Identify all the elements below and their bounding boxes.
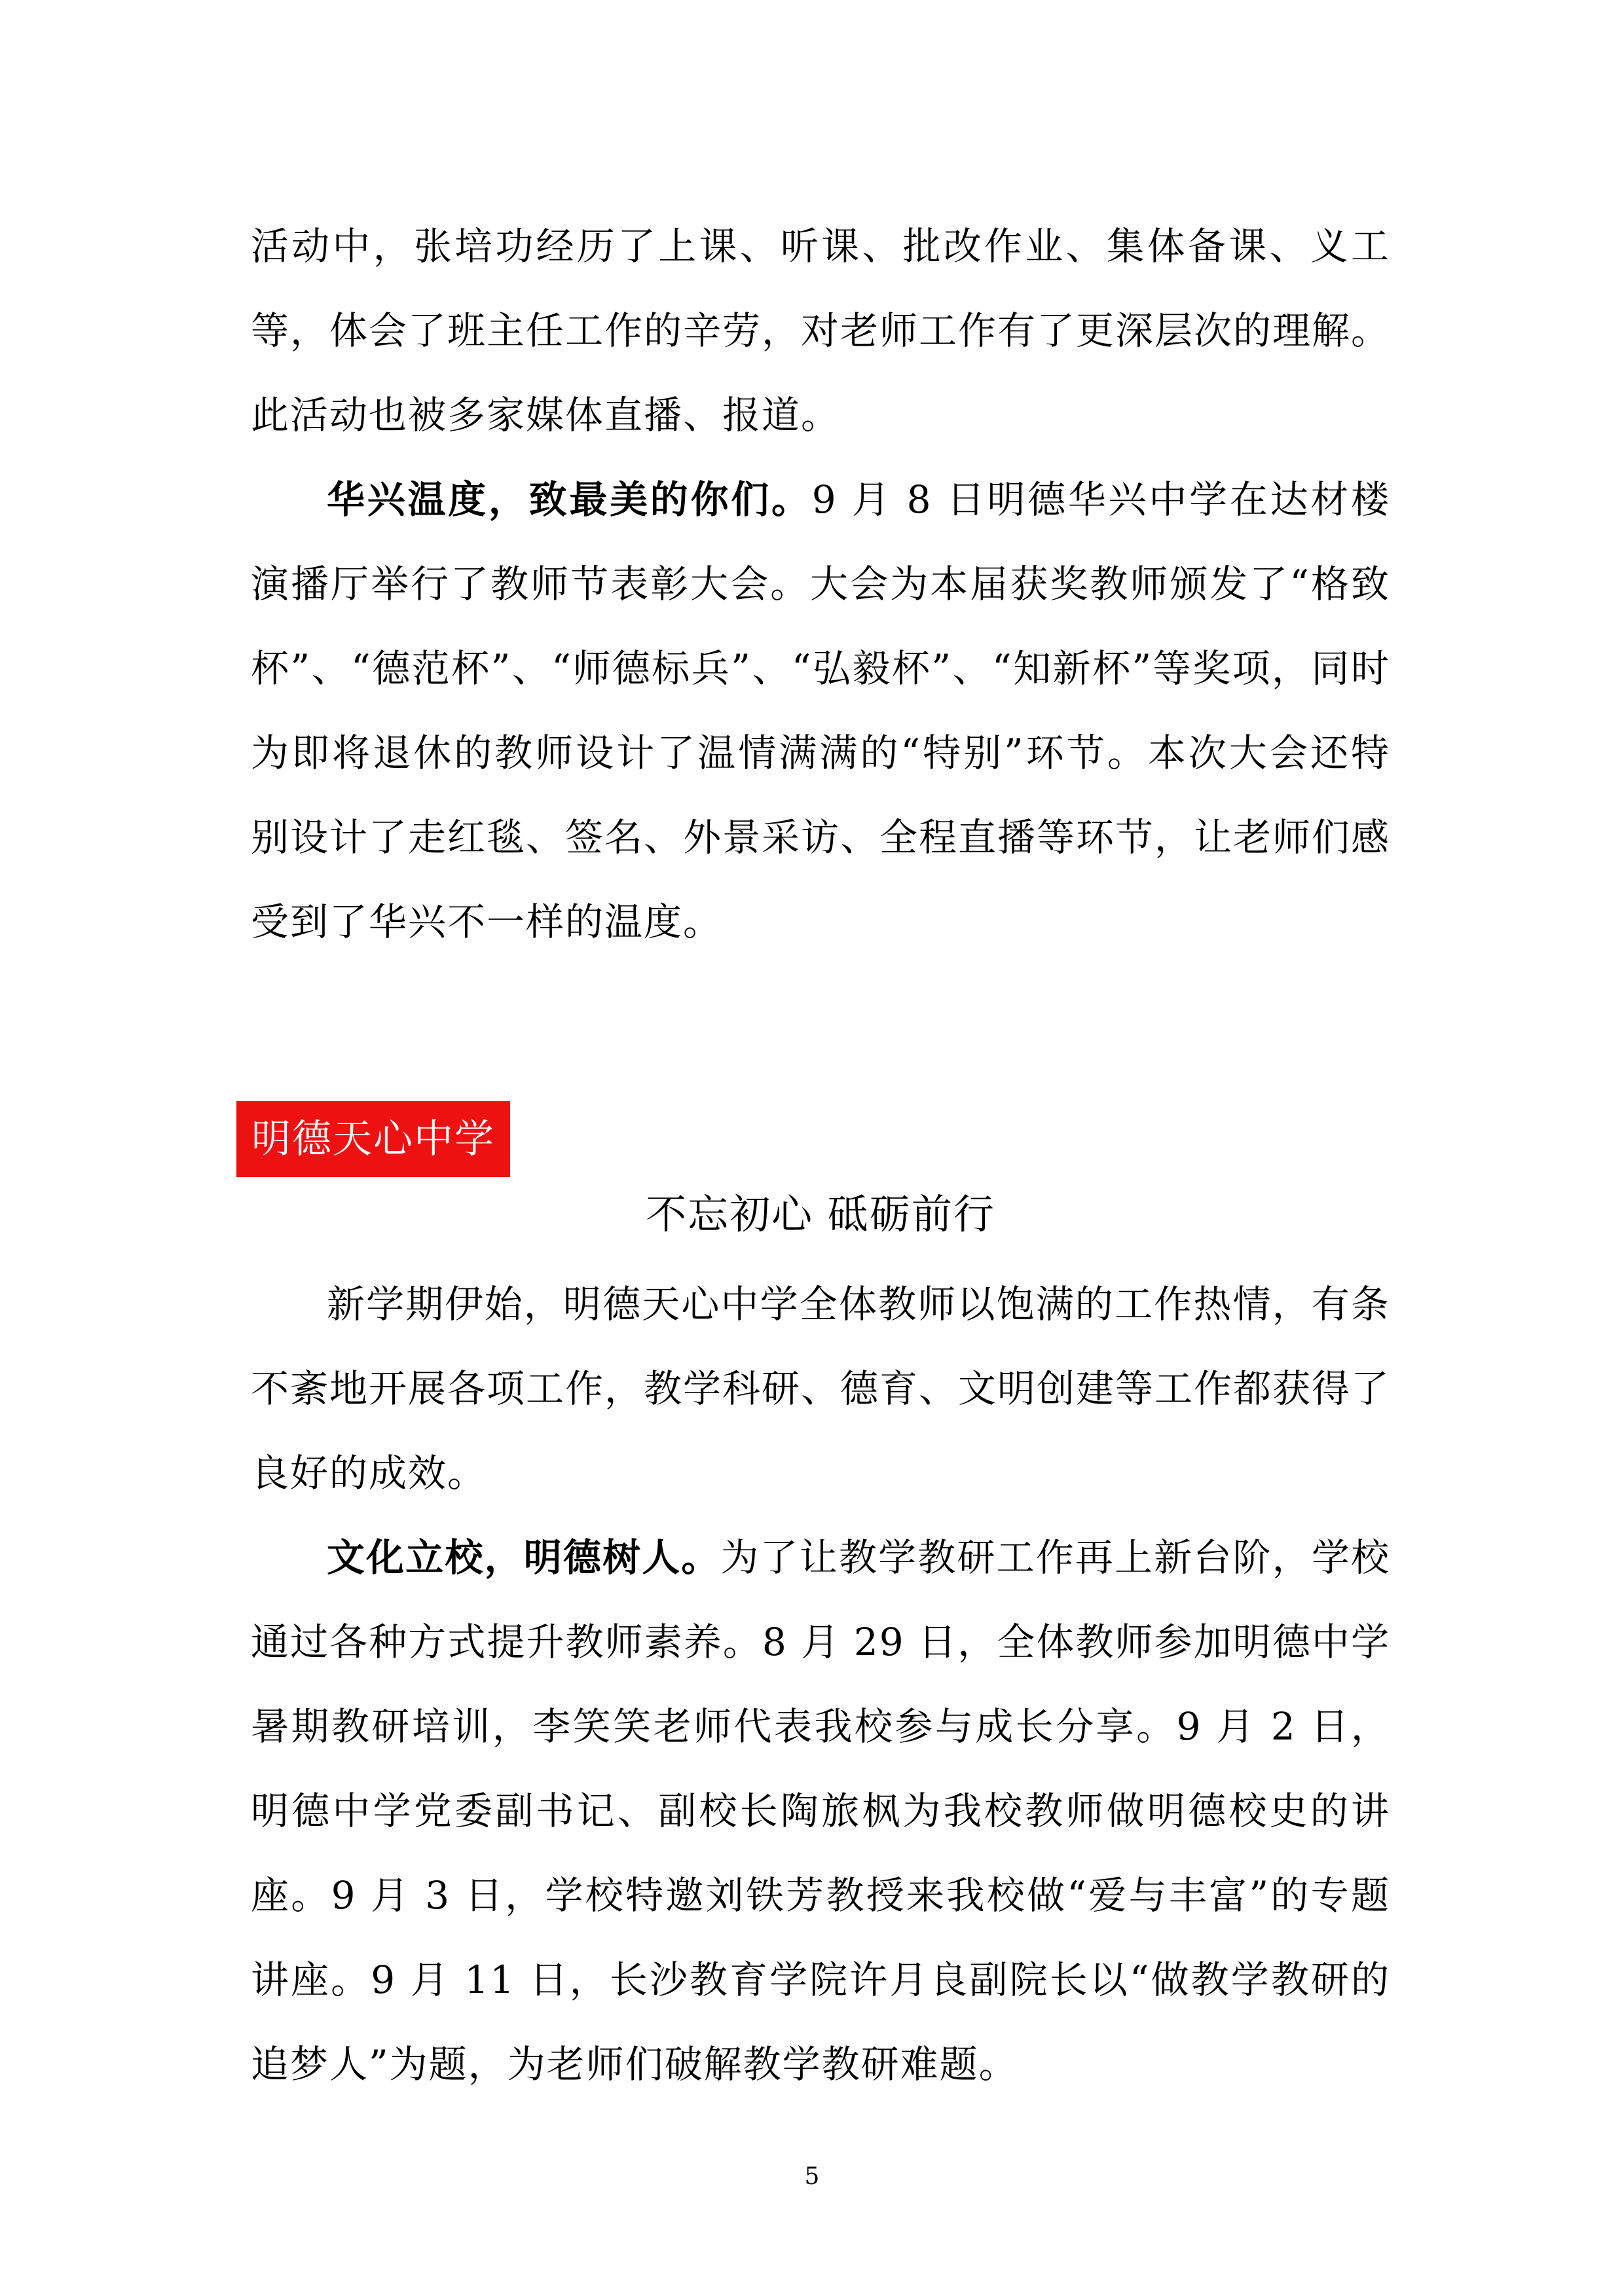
- paragraph-lead-heading: 文化立校，明德树人。: [327, 1535, 721, 1580]
- paragraph-body-text: 9 月 8 日明德华兴中学在达材楼演播厅举行了教师节表彰大会。大会为本届获奖教师颁发了“格致杯”、“德范杯”、“师德标兵”、“弘毅杯”、“知新杯”等奖项，同时为即将退休的教师设计了温情满满的“特别”环节。本次大会还特别设计了走红毯、签名、外景采访、全程直播等环节，让老师们感受到了华兴不一样的温度。: [251, 477, 1391, 944]
- paragraph-lead-heading: 华兴温度，致最美的你们。: [327, 477, 812, 522]
- top-article-body: [251, 204, 1390, 964]
- article-title: 不忘初心 砥砺前行: [646, 1190, 995, 1238]
- page-number: 5: [804, 2163, 820, 2190]
- paragraph-body-text: 为了让教学教研工作再上新台阶，学校通过各种方式提升教师素养。8 月 29 日，全体教师参加明德中学暑期教研培训，李笑笑老师代表我校参与成长分享。9 月 2 日，明德中学党委副书记、副校长陶旅枫为我校教师做明德校史的讲座。9 月 3 日，学校特邀刘铁芳教授来我校做“爱与丰富”的专题讲座。9 月 11 日，长沙教育学院许月良副院长以“做教学教研的追梦人”为题，为老师们破解教学教研难题。: [251, 1535, 1390, 2086]
- paragraph-continued: 活动中，张培功经历了上课、听课、批改作业、集体备课、义工等，体会了班主任工作的辛劳，对老师工作有了更深层次的理解。此活动也被多家媒体直播、报道。: [251, 224, 1391, 437]
- school-section-badge: 明德天心中学: [236, 1101, 510, 1177]
- section-article-body: [251, 1262, 1390, 2107]
- paragraph-huaxing-award: [251, 458, 1390, 964]
- paragraph-intro: 新学期伊始，明德天心中学全体教师以饱满的工作热情，有条不紊地开展各项工作，教学科研、德育、文明创建等工作都获得了良好的成效。: [251, 1282, 1391, 1495]
- paragraph-culture: [251, 1516, 1390, 2107]
